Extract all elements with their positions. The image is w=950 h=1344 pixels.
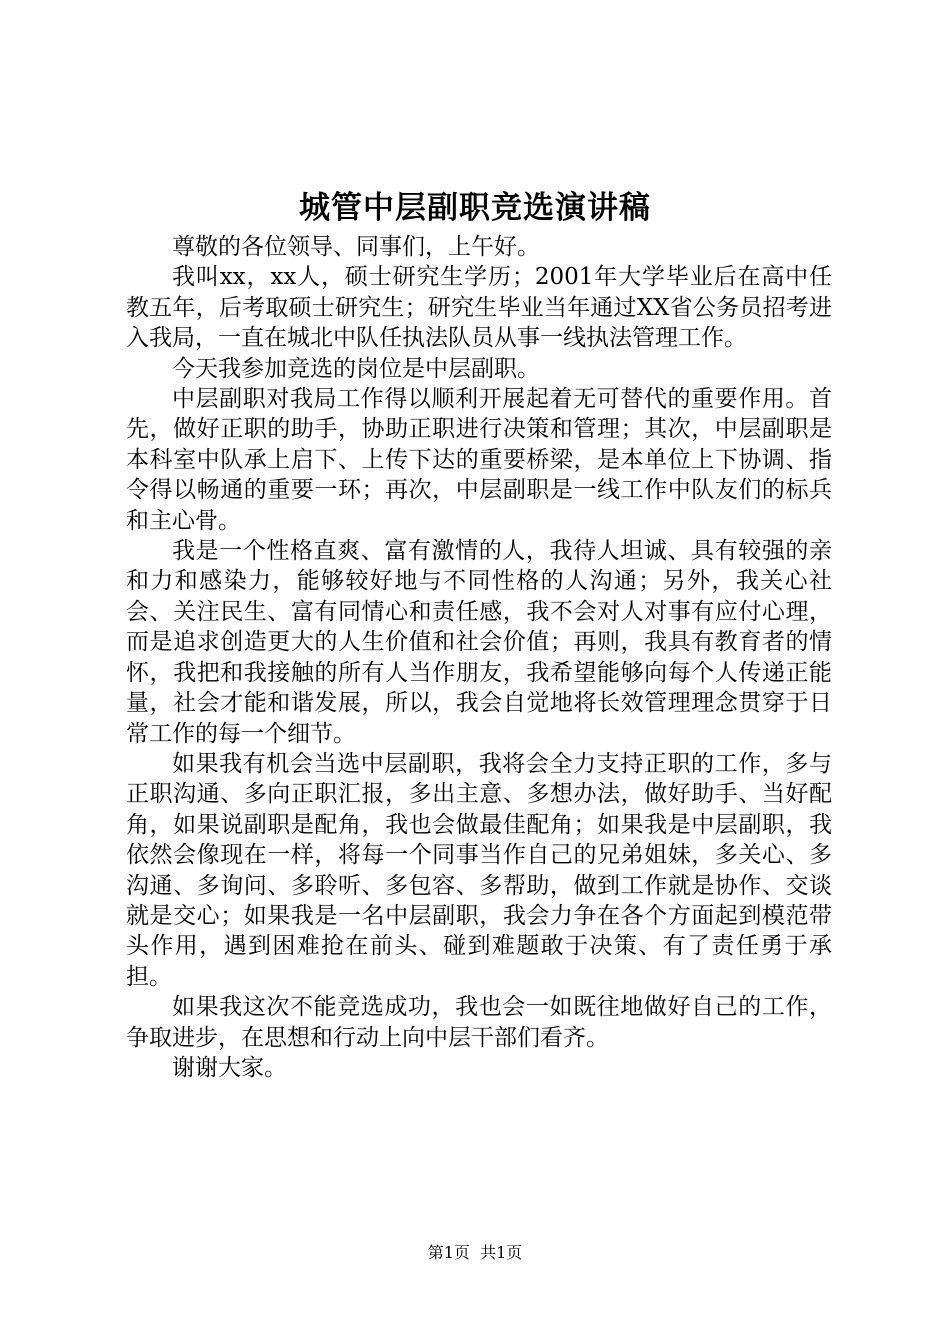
- paragraph-self-introduction: 我叫xx，xx人，硕士研究生学历；2001年大学毕业后在高中任教五年，后考取硕士研究生；研究生毕业当年通过XX省公务员招考进入我局，一直在城北中队任执法队员从事一线执法管理工作。: [126, 264, 832, 352]
- paragraph-if-not-elected: 如果我这次不能竞选成功，我也会一如既往地做好自己的工作，争取进步，在思想和行动上向中层干部们看齐。: [126, 994, 832, 1051]
- paragraph-role-importance: 中层副职对我局工作得以顺利开展起着无可替代的重要作用。首先，做好正职的助手，协助正职进行决策和管理；其次，中层副职是本科室中队承上启下、上传下达的重要桥梁，是本单位上下协调、指令得以畅通的重要一环；再次，中层副职是一线工作中队友们的标兵和主心骨。: [126, 386, 832, 534]
- paragraph-thanks: 谢谢大家。: [172, 1054, 287, 1081]
- paragraph-position: 今天我参加竞选的岗位是中层副职。: [172, 355, 540, 382]
- document-title: 城管中层副职竞选演讲稿: [299, 190, 651, 226]
- paragraph-greeting: 尊敬的各位领导、同事们，上午好。: [172, 234, 540, 260]
- document-body: [126, 232, 832, 1083]
- paragraph-plans: 如果我有机会当选中层副职，我将会全力支持正职的工作，多与正职沟通、多向正职汇报，多出主意、多想办法，做好助手、当好配角，如果说副职是配角，我也会做最佳配角；如果我是中层副职，我依然会像现在一样，将每一个同事当作自己的兄弟姐妹，多关心、多沟通、多询问、多聆听、多包容、多帮助，做到工作就是协作、交谈就是交心；如果我是一名中层副职，我会力争在各个方面起到模范带头作用，遇到困难抢在前头、碰到难题敢于决策、有了责任勇于承担。: [126, 750, 832, 990]
- page-number-footer: 第1页 共1页: [427, 1243, 523, 1262]
- paragraph-personality: 我是一个性格直爽、富有激情的人，我待人坦诚、具有较强的亲和力和感染力，能够较好地与不同性格的人沟通；另外，我关心社会、关注民生、富有同情心和责任感，我不会对人对事有应付心理，而是追求创造更大的人生价值和社会价值；再则，我具有教育者的情怀，我把和我接触的所有人当作朋友，我希望能够向每个人传递正能量，社会才能和谐发展，所以，我会自觉地将长效管理理念贯穿于日常工作的每一个细节。: [126, 538, 832, 747]
